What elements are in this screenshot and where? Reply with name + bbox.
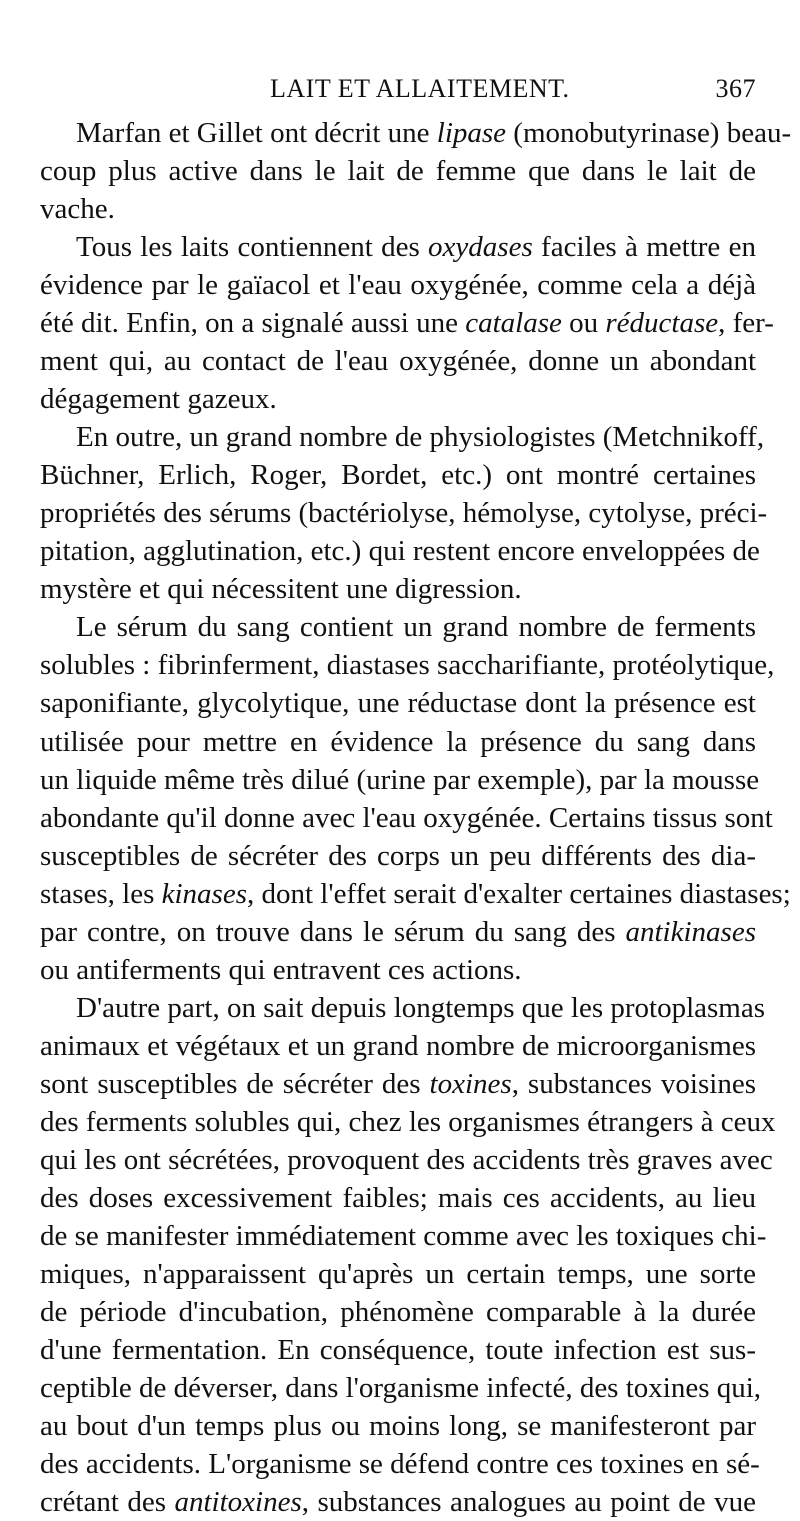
text-line: animaux et végétaux et un grand nombre de microorganismes [40,1029,756,1062]
italic-term: antikinases [625,915,756,948]
text-line: Le sérum du sang contient un grand nombre de ferments [76,611,756,644]
italic-term: réductase [605,307,719,340]
text-line: des ferments solubles qui, chez les organismes étrangers à ceux [40,1105,776,1138]
text-line: des accidents. L'organisme se défend contre ces toxines en sé- [40,1448,760,1481]
text-line: sont susceptibles de sécréter des toxines, substances voisines [40,1067,756,1100]
text-line: par contre, on trouve dans le sérum du sang des antikinases [40,915,756,948]
text-line: utilisée pour mettre en évidence la présence du sang dans [40,725,756,758]
italic-term: oxydases [428,231,533,264]
italic-term: antitoxines [174,1486,302,1519]
text-line: D'autre part, on sait depuis longtemps que les protoplasmas [76,991,766,1024]
text-line: propriétés des sérums (bactériolyse, hémolyse, cytolyse, préci- [40,497,768,530]
text-line: évidence par le gaïacol et l'eau oxygénée, comme cela a déjà [40,269,756,302]
text-line: été dit. Enfin, on a signalé aussi une catalase ou réductase, fer- [40,307,774,340]
text-line: saponifiante, glycolytique, une réductase dont la présence est [40,687,756,720]
running-header [40,74,756,114]
text-line: En outre, un grand nombre de physiologistes (Metchnikoff, [76,421,765,454]
italic-term: lipase [436,117,507,149]
text-line: miques, n'apparaissent qu'après un certain temps, une sorte [40,1257,756,1290]
text-line: ceptible de déverser, dans l'organisme infecté, des toxines qui, [40,1372,762,1405]
italic-term: catalase [465,307,562,340]
page-number: 367 [715,74,756,103]
text-line: coup plus active dans le lait de femme que dans le lait de [40,155,756,188]
italic-term: toxines [429,1067,512,1100]
text-line: crétant des antitoxines, substances analogues au point de vue [40,1486,757,1519]
text-line: un liquide même très dilué (urine par exemple), par la mousse [40,763,760,796]
text-line: d'une fermentation. En conséquence, toute infection est sus- [40,1334,756,1366]
text-line: susceptibles de sécréter des corps un peu différents des dia- [40,839,756,872]
text-line: solubles : fibrinferment, diastases saccharifiante, protéolytique, [40,649,775,682]
text-line: ment qui, au contact de l'eau oxygénée, donne un abondant [40,345,756,378]
text-line: au bout d'un temps plus ou moins long, se manifesteront par [40,1410,756,1443]
text-line: des doses excessivement faibles; mais ces accidents, au lieu [40,1181,756,1214]
body-text [40,114,792,1521]
text-line: stases, les kinases, dont l'effet serait d'exalter certaines diastases; [40,877,791,910]
text-line: abondante qu'il donne avec l'eau oxygénée. Certains tissus sont [40,801,773,834]
text-line: dégagement gazeux. [40,383,277,416]
running-title: LAIT ET ALLAITEMENT. [270,74,570,103]
text-line: de se manifester immédiatement comme avec les toxiques chi- [40,1219,767,1252]
text-line: qui les ont sécrétées, provoquent des accidents très graves avec [40,1143,773,1176]
text-line: vache. [40,193,115,226]
text-line: Tous les laits contiennent des oxydases faciles à mettre en [76,231,756,264]
text-line: Büchner, Erlich, Roger, Bordet, etc.) ont montré certaines [40,459,756,492]
text-line: ou antiferments qui entravent ces actions. [40,953,522,986]
text-line: Marfan et Gillet ont décrit une lipase (monobutyrinase) beau- [76,117,792,149]
italic-term: kinases [161,877,247,910]
text-line: de période d'incubation, phénomène comparable à la durée [40,1295,756,1328]
text-line: pitation, agglutination, etc.) qui restent encore enveloppées de [40,535,760,568]
text-line: mystère et qui nécessitent une digression. [40,573,522,606]
